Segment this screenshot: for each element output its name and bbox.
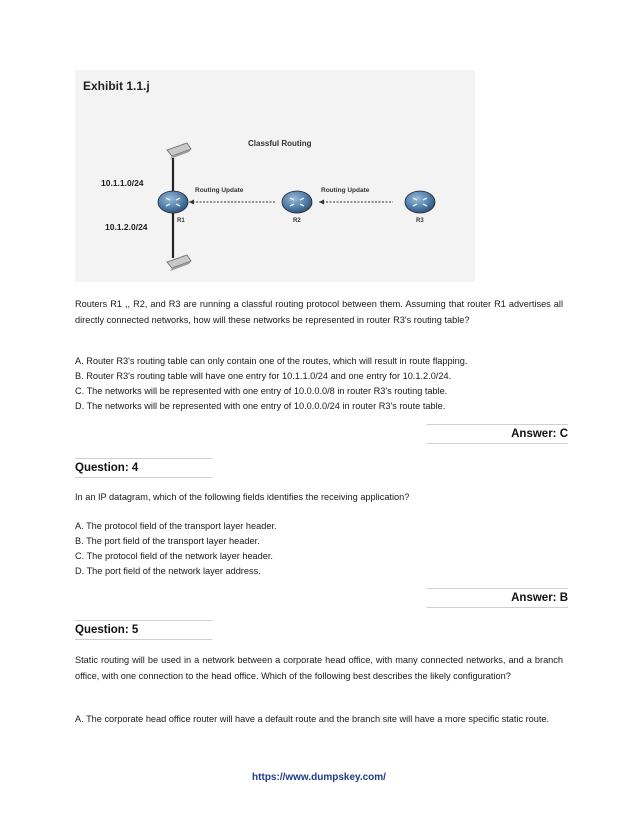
q5-stem: Static routing will be used in a network between a corporate head office, with many connected networks, and a branch office, with one connection to the head office. Which of the following best describes the likely configuration?: [75, 655, 563, 681]
q3-answer-rule-bottom: [427, 443, 568, 444]
router-icon-r2: [282, 191, 312, 213]
arrow-left-1: [189, 200, 194, 205]
router-label-r3: R3: [416, 218, 424, 224]
q5-title: Question: 5: [75, 624, 139, 636]
q4-option-d: D. The port field of the network layer address.: [75, 566, 261, 576]
exhibit-title: Exhibit 1.1.j: [83, 79, 150, 93]
routing-update-label-2: Routing Update: [321, 187, 370, 194]
q4-title: Question: 4: [75, 462, 139, 474]
q4-title-rule-top: [75, 458, 212, 459]
network-label-1: 10.1.1.0/24: [101, 178, 144, 188]
q4-option-b: B. The port field of the transport layer header.: [75, 536, 260, 546]
network-label-2: 10.1.2.0/24: [105, 222, 148, 232]
q3-stem: Routers R1 ,, R2, and R3 are running a classful routing protocol between them. Assuming that router R1 advertises all directly connected networks, how will these networks be represented in router R3's routing table?: [75, 299, 563, 325]
q4-answer: Answer: B: [511, 592, 568, 604]
q3-answer: Answer: C: [511, 428, 568, 440]
q4-option-a: A. The protocol field of the transport layer header.: [75, 521, 277, 531]
arrow-left-2: [319, 200, 324, 205]
q4-option-c: C. The protocol field of the network layer header.: [75, 551, 273, 561]
q3-option-b: B. Router R3's routing table will have one entry for 10.1.1.0/24 and one entry for 10.1.2.0/24.: [75, 371, 452, 381]
exhibit-diagram: [75, 70, 475, 282]
q3-option-a: A. Router R3's routing table can only contain one of the routes, which will result in route flapping.: [75, 356, 468, 366]
q3-option-c: C. The networks will be represented with one entry of 10.0.0.0/8 in router R3's routing table.: [75, 386, 448, 396]
routing-update-label-1: Routing Update: [195, 187, 244, 194]
q5-title-rule-top: [75, 620, 212, 621]
q3-answer-rule-top: [427, 424, 568, 425]
router-icon-r1: [158, 191, 188, 213]
router-label-r2: R2: [293, 218, 301, 224]
q4-answer-rule-bottom: [427, 607, 568, 608]
laptop-icon-bottom: [167, 255, 191, 271]
router-icon-r3: [405, 191, 435, 213]
q4-answer-rule-top: [427, 588, 568, 589]
q4-title-rule-bottom: [75, 477, 212, 478]
footer-url[interactable]: https://www.dumpskey.com/: [252, 772, 386, 783]
q5-title-rule-bottom: [75, 639, 212, 640]
q3-option-d: D. The networks will be represented with one entry of 10.0.0.0/24 in router R3's route table.: [75, 401, 446, 411]
q5-option-a: A. The corporate head office router will have a default route and the branch site will have a more specific static route.: [75, 714, 550, 724]
router-label-r1: R1: [177, 218, 185, 224]
q4-stem: In an IP datagram, which of the following fields identifies the receiving application?: [75, 492, 410, 502]
diagram-title: Classful Routing: [248, 139, 312, 148]
laptop-icon-top: [167, 143, 191, 159]
